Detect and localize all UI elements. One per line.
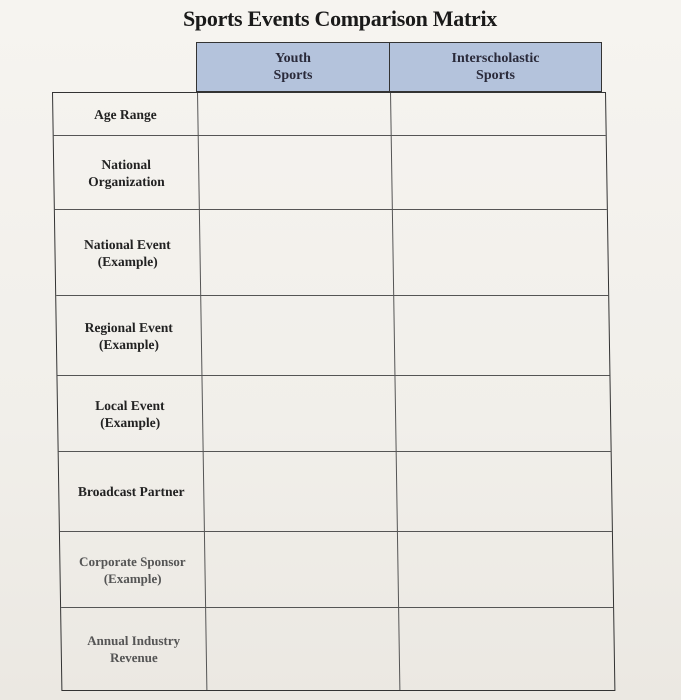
row-label-text: Broadcast Partner: [77, 484, 185, 499]
youth-sports-cell[interactable]: [198, 93, 392, 135]
interscholastic-sports-cell[interactable]: [395, 376, 610, 451]
table-row: [56, 296, 609, 376]
comparison-matrix-table: [52, 92, 615, 691]
interscholastic-sports-cell[interactable]: [392, 136, 607, 209]
interscholastic-sports-cell[interactable]: [398, 532, 613, 607]
youth-sports-cell[interactable]: [204, 452, 398, 531]
row-label-national-organization: [54, 136, 200, 209]
table-row: [57, 376, 610, 452]
column-header-label: Interscholastic Sports: [451, 51, 540, 83]
interscholastic-sports-cell[interactable]: [399, 608, 614, 690]
row-label-text: Age Range: [93, 106, 157, 122]
youth-sports-cell[interactable]: [202, 376, 396, 451]
row-label-text: Annual Industry Revenue: [87, 633, 181, 665]
row-label-age-range: [53, 93, 199, 135]
youth-sports-cell[interactable]: [199, 136, 393, 209]
row-label-annual-industry-revenue: [61, 608, 207, 690]
row-label-local-event: [57, 376, 203, 451]
youth-sports-cell[interactable]: [206, 608, 400, 690]
interscholastic-sports-cell[interactable]: [393, 210, 608, 295]
table-row: [54, 136, 607, 210]
youth-sports-cell[interactable]: [205, 532, 399, 607]
interscholastic-sports-cell[interactable]: [391, 93, 606, 135]
table-row: [61, 608, 614, 690]
table-row: [55, 210, 608, 296]
table-row: [60, 532, 613, 608]
column-header-row: [196, 42, 602, 92]
row-label-text: National Event (Example): [83, 236, 171, 269]
row-label-text: Regional Event (Example): [84, 319, 173, 352]
column-header-youth-sports: [197, 43, 390, 91]
table-row: [59, 452, 612, 532]
row-label-text: Local Event (Example): [95, 397, 165, 430]
youth-sports-cell[interactable]: [201, 296, 395, 375]
row-label-text: National Organization: [88, 156, 165, 189]
interscholastic-sports-cell[interactable]: [397, 452, 612, 531]
table-row: [53, 93, 606, 136]
row-label-corporate-sponsor: [60, 532, 206, 607]
row-label-national-event: [55, 210, 201, 295]
interscholastic-sports-cell[interactable]: [394, 296, 609, 375]
row-label-text: Corporate Sponsor (Example): [78, 553, 186, 586]
column-header-label: Youth Sports: [273, 51, 313, 83]
youth-sports-cell[interactable]: [200, 210, 394, 295]
row-label-broadcast-partner: [59, 452, 205, 531]
row-label-regional-event: [56, 296, 202, 375]
page-title: Sports Events Comparison Matrix: [183, 6, 497, 31]
column-header-interscholastic-sports: [390, 43, 601, 91]
